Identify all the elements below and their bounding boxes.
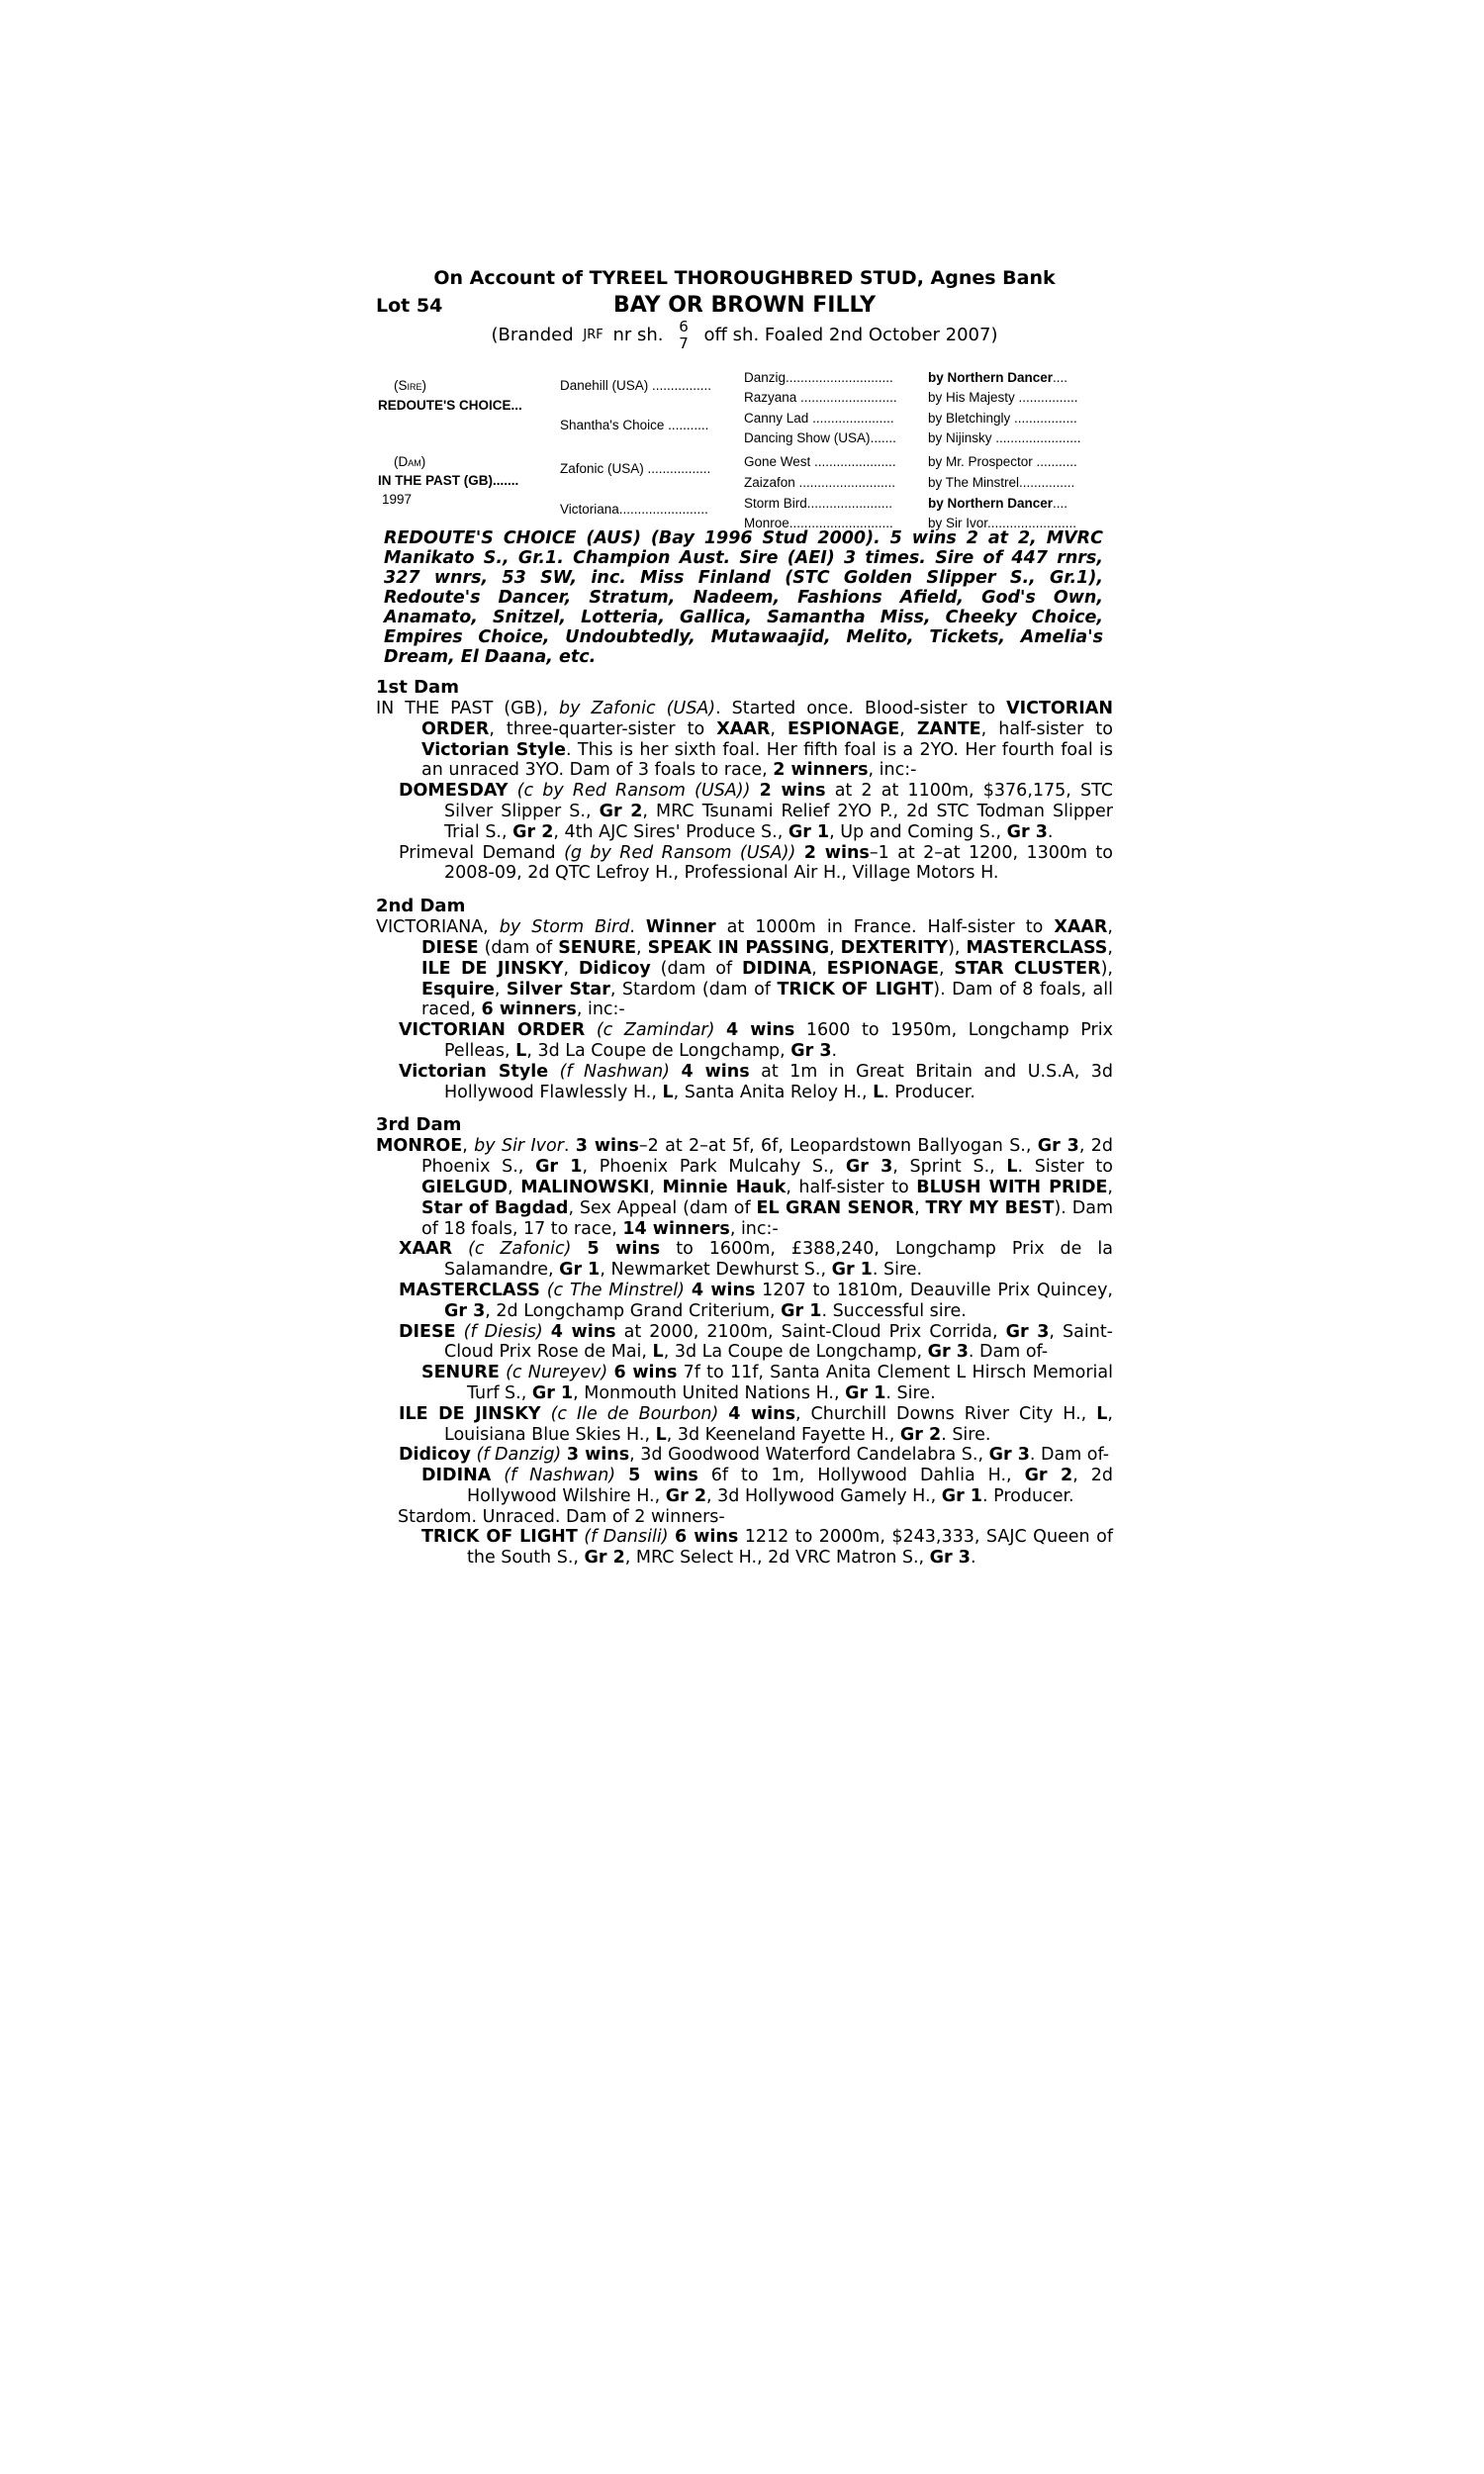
- produce-entry: DIESE (f Diesis) 4 wins at 2000, 2100m, Saint-Cloud Prix Corrida, Gr 3, Saint-Cloud Prix Rose de Mai, L, 3d La Coupe de Longchamp, Gr 3. Dam of-: [399, 1321, 1113, 1363]
- brand-line: [376, 319, 1113, 360]
- g4-cell: by Northern Dancer....: [928, 370, 1068, 385]
- g3-cell: Storm Bird.......................: [744, 496, 893, 511]
- produce-entry: MASTERCLASS (c The Minstrel) 4 wins 1207 to 1810m, Deauville Prix Quincey, Gr 3, 2d Longchamp Grand Criterium, Gr 1. Successful sire.: [399, 1280, 1113, 1321]
- sire-tag: (Sire): [394, 378, 426, 393]
- g4-cell: by The Minstrel...............: [928, 475, 1075, 490]
- g4-name: by Mr. Prospector: [928, 454, 1033, 469]
- g2-name: Shantha's Choice: [560, 418, 665, 432]
- catalogue-page: [376, 267, 1113, 1569]
- produce-entry: XAAR (c Zafonic) 5 wins to 1600m, £388,240, Longchamp Prix de la Salamandre, Gr 1, Newmarket Dewhurst S., Gr 1. Sire.: [399, 1239, 1113, 1281]
- fraction-denominator: 7: [679, 334, 689, 352]
- g3-name: Zaizafon: [744, 475, 795, 490]
- third-dam-heading: 3rd Dam: [376, 1114, 462, 1136]
- g3-cell: Monroe............................: [744, 516, 893, 530]
- g3-cell: Gone West ......................: [744, 454, 896, 469]
- g4-cell: by Sir Ivor........................: [928, 516, 1077, 530]
- produce-entry: Victorian Style (f Nashwan) 4 wins at 1m in Great Britain and U.S.A, 3d Hollywood Flawlessly H., L, Santa Anita Reloy H., L. Producer.: [399, 1061, 1114, 1102]
- g3-name: Gone West: [744, 454, 811, 469]
- produce-entry: SENURE (c Nureyev) 6 wins 7f to 11f, Santa Anita Clement L Hirsch Memorial Turf S., Gr 1, Monmouth United Nations H., Gr 1. Sire.: [421, 1363, 1113, 1403]
- g3-name: Razyana: [744, 390, 797, 405]
- consignor-line: On Account of TYREEL THOROUGHBRED STUD, Agnes Bank: [433, 267, 1056, 289]
- fraction-numerator: 6: [679, 318, 689, 335]
- g3-name: Dancing Show (USA): [744, 430, 871, 445]
- g2-cell: Danehill (USA) ................: [560, 378, 712, 393]
- g4-name: by Sir Ivor: [928, 516, 988, 530]
- g4-cell: by Mr. Prospector ...........: [928, 454, 1077, 469]
- g4-name: by Northern Dancer: [928, 370, 1054, 385]
- g2-cell: Shantha's Choice ...........: [560, 418, 709, 432]
- sire-name-text: REDOUTE'S CHOICE: [378, 398, 511, 413]
- g4-cell: by Nijinsky .......................: [928, 430, 1081, 445]
- third-dam-entry: MONROE, by Sir Ivor. 3 wins–2 at 2–at 5f, 6f, Leopardstown Ballyogan S., Gr 3, 2d Phoenix S., Gr 1, Phoenix Park Mulcahy S., Gr 3, Sprint S., L. Sister to GIELGUD, MALINOWSKI, Minnie Hauk, half-sister to BLUSH WITH PRIDE, Star of Bagdad, Sex Appeal (dam of EL GRAN SENOR, TRY MY BEST). Dam of 18 foals, 17 to race, 14 winners, inc:-: [376, 1136, 1113, 1239]
- produce-entry: DIDINA (f Nashwan) 5 wins 6f to 1m, Hollywood Dahlia H., Gr 2, 2d Hollywood Wilshire H., Gr 2, 3d Hollywood Gamely H., Gr 1. Producer.: [421, 1466, 1113, 1506]
- g2-name: Danehill (USA): [560, 378, 649, 393]
- g4-name: by His Majesty: [928, 390, 1015, 405]
- g4-name: by Bletchingly: [928, 411, 1011, 426]
- brand-mid: nr sh.: [612, 325, 664, 345]
- brand-fraction: [679, 319, 689, 352]
- g4-cell: by His Majesty ................: [928, 390, 1078, 405]
- g3-cell: Canny Lad ......................: [744, 411, 894, 426]
- g3-cell: Dancing Show (USA).......: [744, 430, 896, 445]
- g2-name: Victoriana: [560, 502, 619, 517]
- g3-cell: Danzig.............................: [744, 370, 893, 385]
- g4-cell: by Northern Dancer....: [928, 496, 1068, 511]
- g3-name: Canny Lad: [744, 411, 809, 426]
- first-dam-heading: 1st Dam: [376, 677, 459, 698]
- produce-entry: ILE DE JINSKY (c Ile de Bourbon) 4 wins, Churchill Downs River City H., L, Louisiana Blue Skies H., L, 3d Keeneland Fayette H., Gr 2. Sire.: [399, 1403, 1113, 1445]
- dam-name-text: IN THE PAST (GB): [378, 473, 493, 488]
- lot-number: Lot 54: [376, 295, 443, 317]
- g4-name: by The Minstrel: [928, 475, 1020, 490]
- first-dam-entry: IN THE PAST (GB), by Zafonic (USA). Started once. Blood-sister to VICTORIAN ORDER, three-quarter-sister to XAAR, ESPIONAGE, ZANTE, half-sister to Victorian Style. This is her sixth foal. Her fifth foal is a 2YO. Her fourth foal is an unraced 3YO. Dam of 3 foals to race, 2 winners, inc:-: [376, 699, 1113, 781]
- g4-cell: by Bletchingly .................: [928, 411, 1077, 426]
- lot-row: [376, 293, 1113, 319]
- produce-entry: TRICK OF LIGHT (f Dansili) 6 wins 1212 to 2000m, $243,333, SAJC Queen of the South S., Gr 2, MRC Select H., 2d VRC Matron S., Gr 3.: [421, 1527, 1113, 1569]
- g3-name: Danzig: [744, 370, 787, 385]
- dam-year: 1997: [382, 492, 413, 507]
- brand-end: off sh. Foaled 2nd October 2007): [703, 325, 998, 345]
- sire-summary: REDOUTE'S CHOICE (AUS) (Bay 1996 Stud 2000). 5 wins 2 at 2, MVRC Manikato S., Gr.1. Champion Aust. Sire (AEI) 3 times. Sire of 447 rnrs, 327 wnrs, 53 SW, inc. Miss Finland (STC Golden Slipper S., Gr.1), Redoute's Dancer, Stratum, Nadeem, Fashions Afield, God's Own, Anamato, Snitzel, Lotteria, Gallica, Samantha Miss, Cheeky Choice, Empires Choice, Undoubtedly, Mutawaajid, Melito, Tickets, Amelia's Dream, El Daana, etc.: [384, 528, 1103, 667]
- g3-name: Storm Bird: [744, 496, 807, 511]
- dam-name: IN THE PAST (GB).......: [378, 473, 519, 488]
- second-dam-heading: 2nd Dam: [376, 896, 466, 917]
- produce-entry: Didicoy (f Danzig) 3 wins, 3d Goodwood Waterford Candelabra S., Gr 3. Dam of-: [399, 1445, 1110, 1466]
- dam-tag: (Dam): [394, 454, 426, 469]
- g3-cell: Zaizafon ..........................: [744, 475, 896, 490]
- g3-name: Monroe: [744, 516, 789, 530]
- g3-cell: Razyana ..........................: [744, 390, 897, 405]
- lot-title: BAY OR BROWN FILLY: [612, 293, 877, 318]
- produce-entry: Stardom. Unraced. Dam of 2 winners-: [398, 1506, 725, 1527]
- brand-open: (Branded: [491, 325, 574, 345]
- g2-name: Zafonic (USA): [560, 461, 644, 476]
- pedigree-table: [376, 360, 1113, 530]
- g4-name: by Nijinsky: [928, 430, 992, 445]
- second-dam-entry: VICTORIANA, by Storm Bird. Winner at 1000m in France. Half-sister to XAAR, DIESE (dam of SENURE, SPEAK IN PASSING, DEXTERITY), MASTERCLASS, ILE DE JINSKY, Didicoy (dam of DIDINA, ESPIONAGE, STAR CLUSTER), Esquire, Silver Star, Stardom (dam of TRICK OF LIGHT). Dam of 8 foals, all raced, 6 winners, inc:-: [376, 917, 1113, 1020]
- g4-name: by Northern Dancer: [928, 496, 1054, 511]
- produce-entry: DOMESDAY (c by Red Ransom (USA)) 2 wins at 2 at 1100m, $376,175, STC Silver Slipper S., Gr 2, MRC Tsunami Relief 2YO P., 2d STC Todman Slipper Trial S., Gr 2, 4th AJC Sires' Produce S., Gr 1, Up and Coming S., Gr 3.: [399, 781, 1113, 842]
- brand-mark-icon: JRF: [583, 328, 603, 342]
- produce-entry: VICTORIAN ORDER (c Zamindar) 4 wins 1600 to 1950m, Longchamp Prix Pelleas, L, 3d La Coupe de Longchamp, Gr 3.: [399, 1020, 1113, 1061]
- produce-entry: Primeval Demand (g by Red Ransom (USA)) 2 wins–1 at 2–at 1200, 1300m to 2008-09, 2d QTC Lefroy H., Professional Air H., Village Motors H.: [399, 842, 1113, 884]
- sire-name: REDOUTE'S CHOICE...: [378, 398, 522, 413]
- g2-cell: Zafonic (USA) .................: [560, 461, 711, 476]
- g2-cell: Victoriana........................: [560, 502, 708, 517]
